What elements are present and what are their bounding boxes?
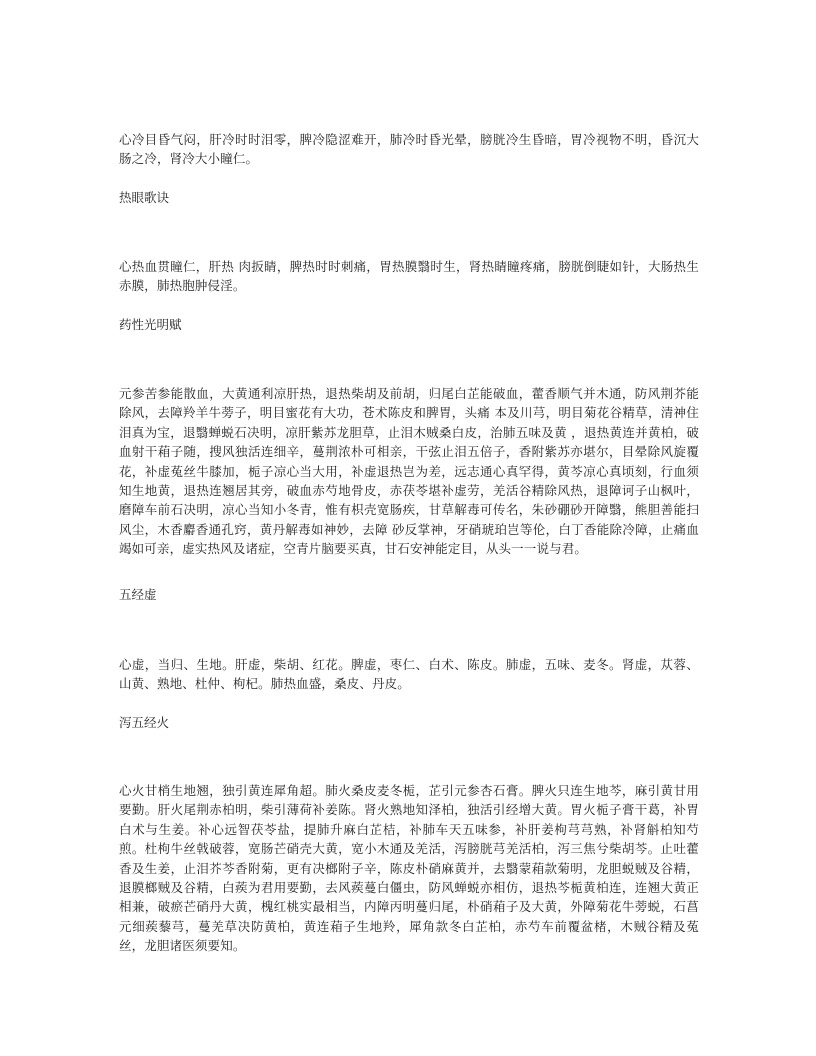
five-deficiency-heading: 五经虚	[119, 587, 157, 602]
cold-eye-paragraph: 心冷目昏气闷，肝冷时时泪零，脾冷隐涩难开，肺冷时昏光晕，膀胱冷生昏暗，胃冷视物不明，昏沉大肠之冷，肾冷大小瞳仁。	[119, 132, 699, 167]
five-fire-paragraph: 心火甘梢生地翘，独引黄连犀角超。肺火桑皮麦冬栀，芷引元参杏石膏。脾火只连生地芩，麻引黄甘用要勤。肝火尾荆赤柏明，柴引薄荷补姜陈。肾火熟地知泽柏，独活引经增大黄。胃火栀子膏干葛，补胃白术与生姜。补心远智茯苓盐，提肺升麻白芷桔，补肺车天五味参，补肝姜枸芎芎熟，补肾斛柏知芍煎。杜枸牛丝戟破蓉，宽肠芒硝壳大黄，宽小木通及羌活，泻膀胱芎羌活柏，泻三焦兮柴胡芩。止吐藿香及生姜，止泪芥芩香附菊，更有决榔附子辛，陈皮朴硝麻黄并，去翳蒙葙款菊明，龙胆蜕贼及谷精，退膜榔贼及谷精，白蒺为君用要勤，去风蒺蔓白僵虫，防风蝉蜕亦相仿，退热芩栀黄柏连，连翘大黄正相兼，破瘀芒硝丹大黄，槐红桃实最相当，内障丙明蔓归尾，朴硝葙子及大黄，外障菊花牛蒡蜕，石菖元细蒺藜芎，蔓羌草决防黄柏，黄连葙子生地羚，犀角款冬白芷柏，赤芍车前覆盆楮，木贼谷精及菟丝，龙胆诸医须要知。	[119, 783, 699, 954]
herb-rhapsody-heading: 药性光明赋	[119, 317, 182, 332]
five-fire-heading: 泻五经火	[119, 715, 170, 730]
heat-eye-heading: 热眼歌诀	[119, 190, 170, 205]
herb-rhapsody-paragraph: 元参苦参能散血，大黄通利凉肝热，退热柴胡及前胡，归尾白芷能破血，藿香顺气并木通，防风荆芥能除风，去障羚羊牛蒡子，明目蜜花有大功，苍术陈皮和脾胃，头痛 本及川芎，明目菊花谷精草，清神住泪真为宝，退翳蝉蜕石决明，凉肝紫苏龙胆草，止泪木贼桑白皮，治肺五味及黄 ，退热黄连并黄柏，破血射干葙子随，搜风独活连细辛，蔓荆浓朴可相亲，干弦止泪五倍子，香附紫苏亦堪尔，目晕除风旋覆花，补虚菟丝牛膝加，栀子凉心当大用，补虚退热岂为差，远志通心真罕得，黄芩凉心真顷刻，行血须知生地黄，退热连翘居其旁，破血赤芍地骨皮，赤茯苓堪补虚劳，羌活谷精除风热，退障诃子山枫叶，磨障车前石决明，凉心当知小冬青，惟有枳壳宽肠疾，甘草解毒可传名，朱砂硼砂开障翳，熊胆善能扫风尘，木香麝香通孔窍，黄丹解毒如神妙，去障 砂反掌神，牙硝琥珀岂等伦，白丁香能除冷障，止痛血竭如可亲，虚实热风及诸症，空青片脑要买真，甘石安神能定目，从头一一说与君。	[119, 386, 699, 557]
heat-eye-paragraph: 心热血贯瞳仁，肝热 肉扳睛，脾热时时刺痛，胃热膜翳时生，肾热睛瞳疼痛，膀胱倒睫如针，大肠热生赤膜，肺热胞肿侵淫。	[119, 259, 699, 294]
five-deficiency-paragraph: 心虚，当归、生地。肝虚，柴胡、红花。脾虚，枣仁、白术、陈皮。肺虚，五味、麦冬。肾虚，苁蓉、山黄、熟地、杜仲、枸杞。肺热血盛，桑皮、丹皮。	[119, 657, 699, 692]
